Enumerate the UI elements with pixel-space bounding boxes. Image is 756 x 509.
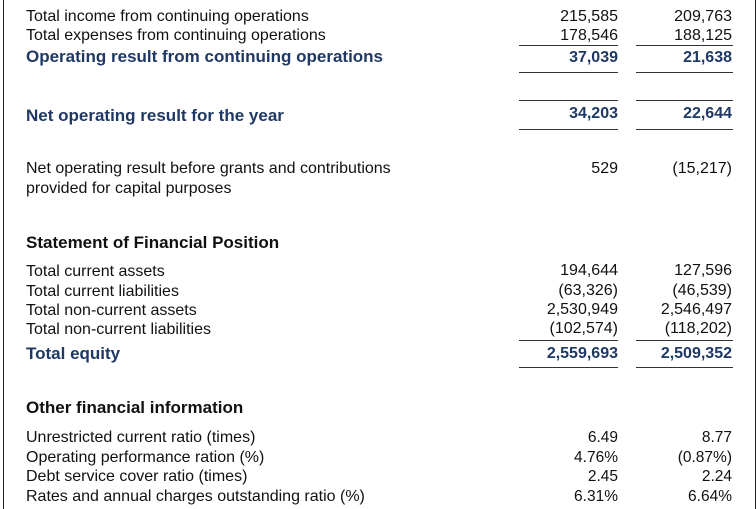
- row-label: Debt service cover ratio (times): [26, 468, 248, 485]
- total-rule: [519, 100, 618, 101]
- value-prior-year: (118,202): [664, 320, 732, 337]
- row-label: Total current liabilities: [26, 283, 179, 300]
- subtotal-rule: [519, 45, 618, 46]
- value-prior-year: 127,596: [674, 262, 732, 279]
- total-equity-label: Total equity: [26, 344, 121, 363]
- value-prior-year: 188,125: [674, 27, 732, 44]
- net-result-label: Net operating result for the year: [26, 106, 284, 125]
- value-current-year: 2,559,693: [546, 345, 618, 362]
- row-label: Total non-current liabilities: [26, 321, 211, 338]
- row-label: Total expenses from continuing operations: [26, 27, 326, 44]
- total-rule: [519, 129, 618, 130]
- value-current-year: (102,574): [549, 320, 618, 337]
- section-heading: Statement of Financial Position: [26, 233, 280, 252]
- value-prior-year: 6.64%: [688, 488, 732, 505]
- value-prior-year: 22,644: [683, 105, 732, 122]
- row-label: Total income from continuing operations: [26, 8, 309, 25]
- value-current-year: 529: [591, 160, 618, 177]
- value-current-year: 4.76%: [574, 449, 618, 466]
- row-label: Net operating result before grants and contributions: [26, 160, 391, 177]
- value-current-year: 2,530,949: [546, 301, 618, 318]
- row-label: Total current assets: [26, 263, 165, 280]
- value-prior-year: 8.77: [701, 429, 732, 446]
- row-label-continued: provided for capital purposes: [26, 180, 232, 197]
- value-current-year: 215,585: [560, 8, 618, 25]
- value-current-year: 178,546: [560, 27, 618, 44]
- value-current-year: 6.31%: [574, 488, 618, 505]
- value-current-year: 6.49: [587, 429, 618, 446]
- section-heading: Other financial information: [26, 398, 244, 417]
- value-prior-year: (0.87%): [677, 449, 732, 466]
- row-label: Total non-current assets: [26, 302, 197, 319]
- value-current-year: 34,203: [569, 105, 618, 122]
- value-prior-year: 209,763: [674, 8, 732, 25]
- row-label: Operating performance ration (%): [26, 449, 265, 466]
- value-current-year: 194,644: [560, 262, 618, 279]
- total-rule: [636, 72, 733, 73]
- value-prior-year: 2.24: [701, 468, 732, 485]
- value-prior-year: (15,217): [672, 160, 732, 177]
- value-current-year: (63,326): [558, 282, 618, 299]
- total-rule: [636, 367, 733, 368]
- value-prior-year: 21,638: [683, 49, 732, 66]
- subtotal-rule: [636, 340, 733, 341]
- subtotal-rule: [519, 340, 618, 341]
- total-rule: [636, 100, 733, 101]
- value-prior-year: (46,539): [672, 282, 732, 299]
- total-rule: [519, 72, 618, 73]
- value-current-year: 37,039: [569, 49, 618, 66]
- total-rule: [636, 129, 733, 130]
- value-prior-year: 2,509,352: [660, 345, 732, 362]
- operating-result-label: Operating result from continuing operations: [26, 47, 384, 66]
- total-rule: [519, 367, 618, 368]
- value-current-year: 2.45: [587, 468, 618, 485]
- subtotal-rule: [636, 45, 733, 46]
- row-label: Unrestricted current ratio (times): [26, 429, 256, 446]
- row-label: Rates and annual charges outstanding ratio (%): [26, 488, 365, 505]
- value-prior-year: 2,546,497: [660, 301, 732, 318]
